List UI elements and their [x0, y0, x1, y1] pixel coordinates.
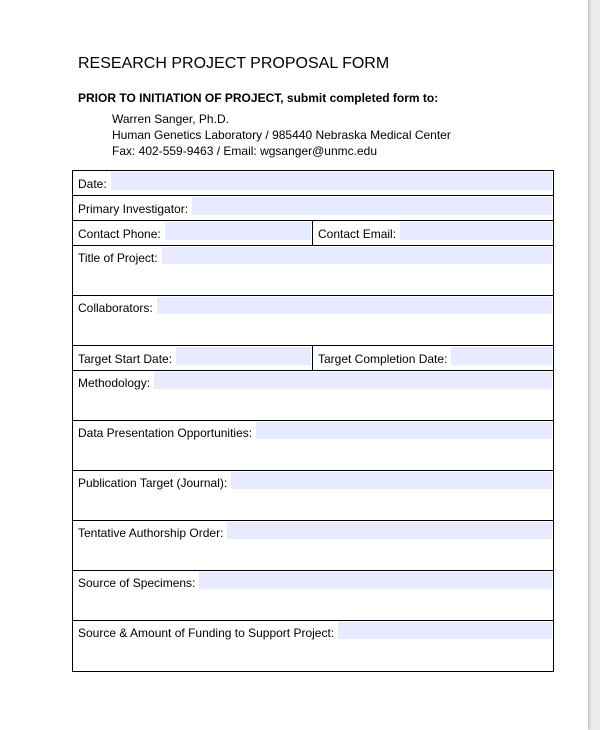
publication-target-label: Publication Target (Journal):	[73, 471, 231, 490]
target-completion-date-label: Target Completion Date:	[313, 346, 451, 366]
contact-block	[112, 111, 451, 159]
form-row-contact	[73, 221, 554, 246]
funding-source-field[interactable]	[338, 622, 552, 639]
target-start-date-field[interactable]	[176, 347, 311, 365]
form-row-data-presentation	[73, 421, 554, 471]
title-of-project-label: Title of Project:	[73, 246, 162, 265]
form-row-funding-source	[73, 621, 554, 672]
target-completion-date-field[interactable]	[451, 347, 552, 365]
form-row-primary-investigator	[73, 196, 554, 221]
methodology-label: Methodology:	[73, 371, 154, 390]
form-row-target-dates	[73, 346, 554, 371]
data-presentation-field[interactable]	[256, 422, 552, 439]
contact-fax-email: Fax: 402-559-9463 / Email: wgsanger@unmc.edu	[112, 144, 377, 158]
form-row-tentative-authorship	[73, 521, 554, 571]
primary-investigator-field[interactable]	[192, 197, 552, 215]
primary-investigator-label: Primary Investigator:	[73, 196, 192, 216]
form-row-methodology	[73, 371, 554, 421]
form-row-publication-target	[73, 471, 554, 521]
publication-target-field[interactable]	[231, 472, 552, 489]
methodology-field[interactable]	[154, 372, 552, 389]
contact-email-label: Contact Email:	[313, 221, 400, 241]
source-of-specimens-label: Source of Specimens:	[73, 571, 199, 590]
form-row-date	[73, 171, 554, 196]
source-of-specimens-field[interactable]	[199, 572, 552, 589]
form-instruction: PRIOR TO INITIATION OF PROJECT, submit completed form to:	[78, 91, 439, 105]
proposal-form-table	[72, 170, 554, 672]
collaborators-label: Collaborators:	[73, 296, 157, 315]
form-title: RESEARCH PROJECT PROPOSAL FORM	[78, 55, 390, 72]
contact-name: Warren Sanger, Ph.D.	[112, 112, 229, 126]
tentative-authorship-field[interactable]	[227, 522, 552, 539]
target-start-date-label: Target Start Date:	[73, 346, 176, 366]
contact-address: Human Genetics Laboratory / 985440 Nebraska Medical Center	[112, 128, 451, 142]
funding-source-label: Source & Amount of Funding to Support Project:	[73, 621, 338, 640]
collaborators-field[interactable]	[157, 297, 552, 314]
contact-phone-label: Contact Phone:	[73, 221, 165, 241]
date-field[interactable]	[111, 172, 552, 190]
title-of-project-field[interactable]	[162, 247, 552, 264]
contact-email-field[interactable]	[400, 222, 552, 240]
contact-phone-field[interactable]	[165, 222, 311, 240]
date-label: Date:	[73, 171, 111, 191]
form-row-collaborators	[73, 296, 554, 346]
form-row-source-of-specimens	[73, 571, 554, 621]
data-presentation-label: Data Presentation Opportunities:	[73, 421, 256, 440]
form-row-title-of-project	[73, 246, 554, 296]
tentative-authorship-label: Tentative Authorship Order:	[73, 521, 227, 540]
